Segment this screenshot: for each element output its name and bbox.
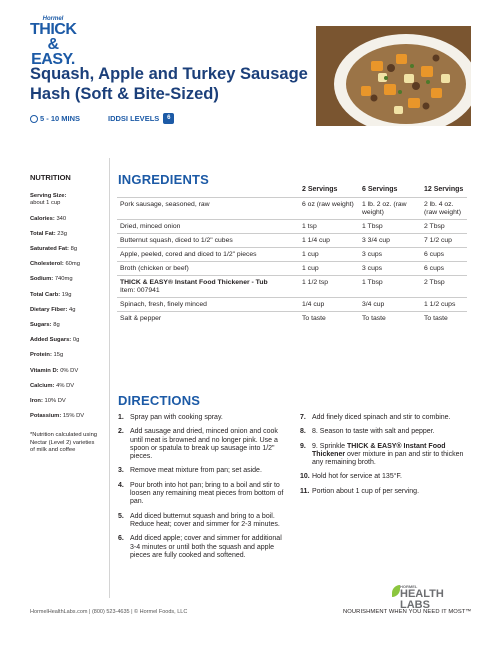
nutrition-row: [30, 289, 100, 304]
ingredient-item-number: Item: 007941: [120, 287, 160, 294]
nutrition-value: 19g: [61, 291, 72, 298]
nutrition-label: Total Carb:: [30, 291, 61, 298]
ingredient-name: Pork sausage, seasoned, raw: [120, 201, 210, 208]
direction-step: [300, 488, 468, 496]
nutrition-row: [30, 380, 100, 395]
directions-list: [118, 414, 468, 566]
table-row: [117, 248, 467, 262]
ingredient-name: Butternut squash, diced to 1/2" cubes: [120, 237, 233, 244]
nutrition-row: [30, 395, 100, 410]
step-number: 11.: [300, 487, 310, 495]
nutrition-row: [30, 365, 100, 380]
ingredient-name: Apple, peeled, cored and diced to 1/2" pieces: [120, 251, 257, 258]
nutrition-label: Vitamin D:: [30, 367, 59, 374]
ingredient-name-cell: [117, 312, 299, 326]
nutrition-row: [30, 334, 100, 349]
table-row: [117, 276, 467, 298]
table-row: [117, 262, 467, 276]
recipe-title: Squash, Apple and Turkey Sausage Hash (Soft & Bite-Sized): [30, 65, 308, 103]
step-number: 10.: [300, 473, 310, 481]
ingredient-name-cell: [117, 262, 299, 276]
ingredient-name: Dried, minced onion: [120, 223, 181, 230]
step-text: Hold hot for service at 135°F.: [312, 473, 402, 481]
nutrition-label: Calories:: [30, 215, 55, 222]
nutrition-value: 4% DV: [56, 382, 75, 389]
direction-step: [118, 428, 286, 461]
step-number: 5.: [118, 512, 124, 520]
column-header-ingredient: [117, 184, 299, 198]
step-text: Add diced butternut squash and bring to a boil. Reduce heat; cover and simmer for 2-3 minutes.: [130, 512, 280, 528]
ingredient-name-cell: [117, 276, 299, 298]
amount-12-servings: 6 cups: [421, 248, 467, 262]
nutrition-title: NUTRITION: [30, 173, 71, 182]
column-divider: [109, 158, 110, 598]
ingredient-name-cell: [117, 248, 299, 262]
nutrition-value: 60mg: [65, 261, 80, 268]
amount-12-servings: 1 1/2 cups: [421, 298, 467, 312]
nutrition-row: [30, 258, 100, 273]
amount-6-servings: 3 cups: [359, 262, 421, 276]
nutrition-panel: [30, 174, 100, 454]
step-number: 2.: [118, 428, 124, 436]
direction-step: [118, 414, 286, 422]
amount-6-servings: 3/4 cup: [359, 298, 421, 312]
ingredient-name: THICK & EASY® Instant Food Thickener - Tub: [120, 279, 268, 286]
nutrition-note: *Nutrition calculated using Nectar (Level 2) varieties of milk and coffee: [30, 432, 98, 453]
nutrition-value: 8g: [70, 246, 78, 253]
hl-logo-top: HORMEL: [400, 584, 418, 589]
nutrition-value: 15% DV: [62, 413, 85, 420]
step-text: Spray pan with cooking spray.: [130, 414, 223, 421]
amount-12-servings: 2 Tbsp: [421, 220, 467, 234]
recipe-photo: [316, 26, 471, 126]
nutrition-value: 23g: [57, 230, 67, 237]
hormel-health-labs-logo: [390, 584, 475, 611]
amount-6-servings: 3 cups: [359, 248, 421, 262]
ingredient-name: Salt & pepper: [120, 315, 162, 322]
step-number: 4.: [118, 481, 124, 489]
nutrition-label: Sugars:: [30, 322, 52, 329]
nutrition-label: Iron:: [30, 398, 43, 405]
amount-12-servings: 7 1/2 cup: [421, 234, 467, 248]
nutrition-value: 740mg: [54, 276, 73, 283]
step-text: Portion about 1 cup of per serving.: [312, 487, 420, 495]
step-text: Remove meat mixture from pan; set aside.: [130, 467, 262, 475]
amount-12-servings: To taste: [421, 312, 467, 326]
amount-2-servings: 1 cup: [299, 248, 359, 262]
ingredients-table: [117, 184, 467, 325]
amount-12-servings: 6 cups: [421, 262, 467, 276]
step-text: Add diced apple; cover and simmer for additional 3-4 minutes or until both the squash and apple pieces are fully cooked and softened.: [130, 535, 282, 559]
iddsi-level-badge: 6: [163, 113, 174, 124]
prep-time: 5 - 10 MINS: [40, 114, 81, 123]
table-row: [117, 198, 467, 220]
table-row: [117, 312, 467, 326]
nutrition-label: Cholesterol:: [30, 261, 64, 268]
nutrition-label: Dietary Fiber:: [30, 306, 68, 313]
direction-step: [300, 443, 468, 468]
directions-right-column: [300, 414, 468, 566]
direction-step: [300, 428, 468, 436]
step-text: Add finely diced spinach and stir to combine.: [312, 414, 451, 421]
amount-6-servings: To taste: [359, 312, 421, 326]
ingredient-name: Spinach, fresh, finely minced: [120, 301, 207, 308]
ingredient-name-cell: [117, 220, 299, 234]
amount-2-servings: 1 tsp: [299, 220, 359, 234]
nutrition-row: [30, 273, 100, 288]
nutrition-label: Added Sugars:: [30, 337, 72, 344]
ingredient-name-cell: [117, 298, 299, 312]
nutrition-label: Total Fat:: [30, 230, 56, 237]
serving-value: about 1 cup: [30, 200, 61, 207]
step-text: Pour broth into hot pan; bring to a boil and stir to loosen any remaining meat pieces from bottom of pan.: [130, 481, 284, 506]
nutrition-row: [30, 349, 100, 364]
step-number: 3.: [118, 467, 124, 475]
nutrition-value: 4g: [69, 306, 76, 313]
serving-size: [30, 190, 100, 212]
nutrition-label: Saturated Fat:: [30, 246, 69, 253]
table-row: [117, 220, 467, 234]
amount-2-servings: To taste: [299, 312, 359, 326]
amount-12-servings: 2 Tbsp: [421, 276, 467, 298]
table-row: [117, 298, 467, 312]
amount-2-servings: 6 oz (raw weight): [299, 198, 359, 220]
step-number: 7.: [300, 414, 306, 421]
amount-2-servings: 1 cup: [299, 262, 359, 276]
direction-step: [300, 473, 468, 481]
recipe-meta: [30, 113, 174, 124]
thick-easy-logo: [30, 16, 76, 67]
nutrition-value: 0% DV: [60, 367, 79, 374]
footer-contact: HormelHealthLabs.com | (800) 523-4635 | © Hormel Foods, LLC: [30, 609, 188, 615]
direction-step: [118, 535, 286, 560]
step-text: 8. Season to taste with salt and pepper.: [312, 428, 435, 436]
direction-step: [118, 513, 286, 530]
nutrition-value: 340: [56, 215, 67, 222]
column-header-12-servings: 12 Servings: [424, 186, 464, 193]
nutrition-label: Protein:: [30, 352, 52, 359]
logo-brand-name: THICK & EASY.: [30, 21, 77, 68]
ingredients-title: INGREDIENTS: [118, 172, 210, 187]
nutrition-value: 10% DV: [44, 398, 66, 405]
nutrition-value: 0g: [72, 337, 80, 344]
step-number: 8.: [300, 428, 306, 436]
nutrition-label: Calcium:: [30, 382, 55, 389]
amount-2-servings: 1/4 cup: [299, 298, 359, 312]
hash-bowl-image: [316, 26, 471, 126]
step-number: 1.: [118, 414, 124, 421]
amount-2-servings: 1 1/4 cup: [299, 234, 359, 248]
iddsi-label: IDDSI LEVELS: [108, 114, 160, 123]
ingredient-name-cell: [117, 234, 299, 248]
clock-icon: [30, 115, 38, 123]
nutrition-label: Potassium:: [30, 413, 62, 420]
column-header-6-servings: 6 Servings: [362, 186, 398, 193]
ingredient-name-cell: [117, 198, 299, 220]
nutrition-label: Sodium:: [30, 276, 54, 283]
step-number: 6.: [118, 535, 124, 543]
nutrition-row: [30, 213, 100, 228]
direction-step: [118, 467, 286, 475]
amount-12-servings: 2 lb. 4 oz. (raw weight): [421, 198, 467, 220]
tagline: NOURISHMENT WHEN YOU NEED IT MOST™: [343, 609, 472, 615]
nutrition-row: [30, 410, 100, 425]
step-text-post: over mixture in pan and stir to thicken any remaining broth.: [312, 450, 464, 467]
hl-logo-main: HEALTH LABS: [400, 588, 444, 611]
directions-title: DIRECTIONS: [118, 393, 201, 408]
amount-6-servings: 1 Tbsp: [359, 220, 421, 234]
amount-2-servings: 1 1/2 tsp: [299, 276, 359, 298]
step-text-bold: THICK & EASY® Instant Food Thickener: [312, 442, 446, 458]
amount-6-servings: 1 lb. 2 oz. (raw weight): [359, 198, 421, 220]
ingredient-name: Broth (chicken or beef): [120, 265, 189, 272]
step-text: Add sausage and dried, minced onion and cook until meat is browned and no longer pink. Use a spoon or spatula to break up sausage into 1/2" pieces.: [130, 428, 278, 461]
direction-step: [118, 482, 286, 507]
table-header-row: [117, 184, 467, 198]
serving-label: Serving Size:: [30, 193, 67, 200]
amount-6-servings: 1 Tbsp: [359, 276, 421, 298]
directions-left-column: [118, 414, 286, 566]
nutrition-row: [30, 228, 100, 243]
nutrition-value: 8g: [53, 322, 60, 329]
nutrition-row: [30, 243, 100, 258]
step-number: 9.: [300, 442, 306, 450]
nutrition-row: [30, 304, 100, 319]
amount-6-servings: 3 3/4 cup: [359, 234, 421, 248]
nutrition-row: [30, 319, 100, 334]
nutrition-value: 15g: [53, 352, 64, 359]
step-text-pre: 9. Sprinkle: [312, 442, 348, 450]
direction-step: [300, 414, 468, 422]
logo-brand-top: Hormel: [42, 16, 64, 22]
table-row: [117, 234, 467, 248]
column-header-2-servings: 2 Servings: [302, 186, 338, 193]
